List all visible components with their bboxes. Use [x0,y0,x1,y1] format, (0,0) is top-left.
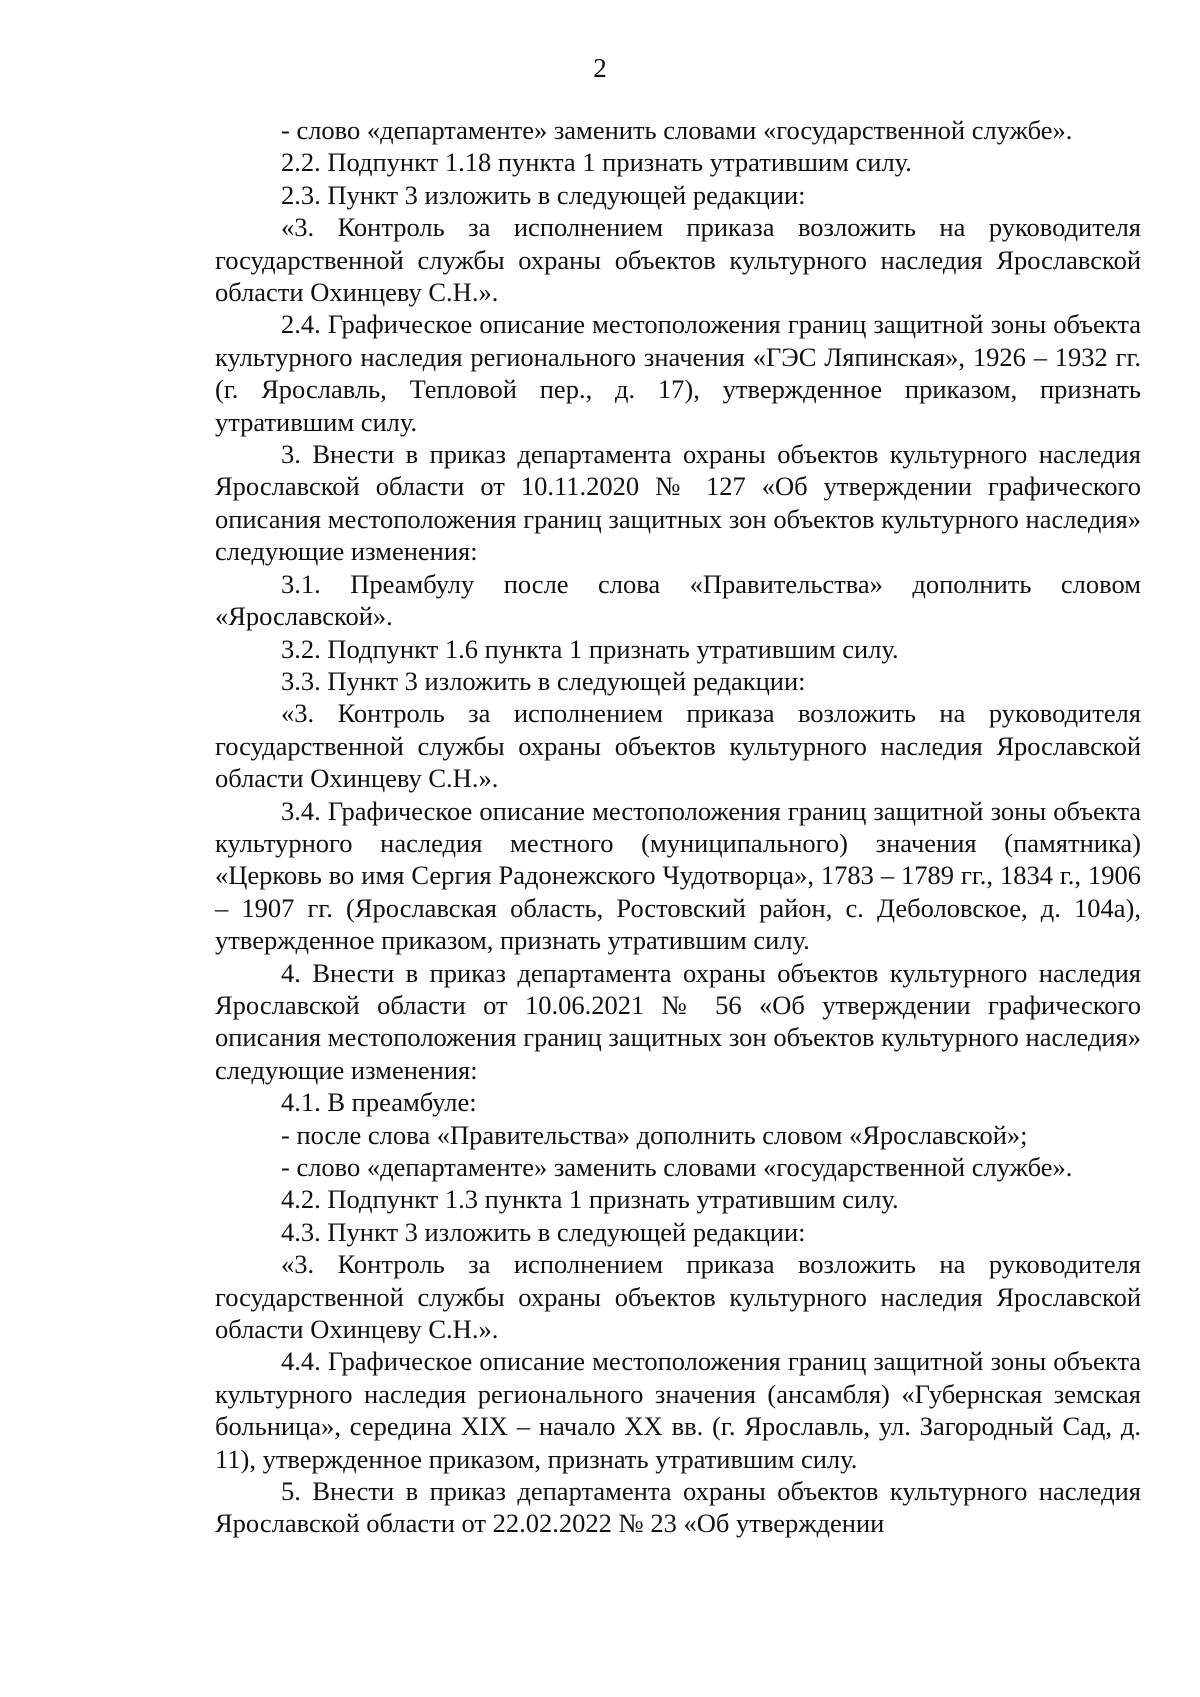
paragraph-3-2: 3.2. Подпункт 1.6 пункта 1 признать утратившим силу. [281,633,899,664]
paragraph-4-1-item-2: - слово «департаменте» заменить словами «государственной службе». [281,1152,1073,1182]
paragraph-3-4: 3.4. Графическое описание местоположения границ защитной зоны объекта культурного наследия местного (муниципального) значения (памятника) «Церковь во имя Сергия Радонежского Чудотворца», 1783 – 1789 гг., 1834 г., 1906 – 1907 гг. (Ярославская область, Ростовский район, с. Деболовское, д. 104а), утвержденное приказом, признать утратившим силу. [215,795,1141,956]
document-body [215,114,1141,1540]
paragraph-4-2: 4.2. Подпункт 1.3 пункта 1 признать утратившим силу. [281,1184,899,1215]
paragraph-4-4: 4.4. Графическое описание местоположения границ защитной зоны объекта культурного наследия регионального значения (ансамбля) «Губернская земская больница», середина XIX – начало XX вв. (г. Ярославль, ул. Загородный Сад, д. 11), утвержденное приказом, признать утратившим силу. [215,1346,1141,1474]
paragraph-3: 3. Внести в приказ департамента охраны объектов культурного наследия Ярославской области от 10.11.2020 № 127 «Об утверждении графического описания местоположения границ защитных зон объектов культурного наследия» следующие изменения: [215,439,1141,567]
paragraph-3-3-quote: «3. Контроль за исполнением приказа возложить на руководителя государственной службы охраны объектов культурного наследия Ярославской области Охинцеву С.Н.». [215,698,1141,794]
paragraph-4-3-quote: «3. Контроль за исполнением приказа возложить на руководителя государственной службы охраны объектов культурного наследия Ярославской области Охинцеву С.Н.». [215,1249,1141,1345]
paragraph-2-4: 2.4. Графическое описание местоположения границ защитной зоны объекта культурного наследия регионального значения «ГЭС Ляпинская», 1926 – 1932 гг. (г. Ярославль, Тепловой пер., д. 17), утвержденное приказом, признать утратившим силу. [215,309,1141,437]
page-number: 2 [593,53,607,83]
paragraph-2-3-quote: «3. Контроль за исполнением приказа возложить на руководителя государственной службы охраны объектов культурного наследия Ярославской области Охинцеву С.Н.». [215,212,1141,308]
paragraph-4-1-item-1: - после слова «Правительства» дополнить словом «Ярославской»; [281,1119,1028,1150]
paragraph-3-1: 3.1. Преамбулу после слова «Правительства» дополнить словом «Ярославской». [215,568,1141,632]
paragraph-3-3: 3.3. Пункт 3 изложить в следующей редакции: [281,665,806,696]
paragraph-5: 5. Внести в приказ департамента охраны объектов культурного наследия Ярославской области от 22.02.2022 № 23 «Об утверждении [215,1476,1141,1539]
paragraph-4-3: 4.3. Пункт 3 изложить в следующей редакции: [281,1216,806,1247]
paragraph-2-3: 2.3. Пункт 3 изложить в следующей редакции: [281,179,806,210]
paragraph-4: 4. Внести в приказ департамента охраны объектов культурного наследия Ярославской области от 10.06.2021 № 56 «Об утверждении графического описания местоположения границ защитных зон объектов культурного наследия» следующие изменения: [215,957,1141,1085]
paragraph-2-2: 2.2. Подпункт 1.18 пункта 1 признать утратившим силу. [281,147,912,178]
paragraph-4-1: 4.1. В преамбуле: [281,1087,477,1118]
paragraph-replace-word-departamente: - слово «департаменте» заменить словами «государственной службе». [281,115,1073,145]
